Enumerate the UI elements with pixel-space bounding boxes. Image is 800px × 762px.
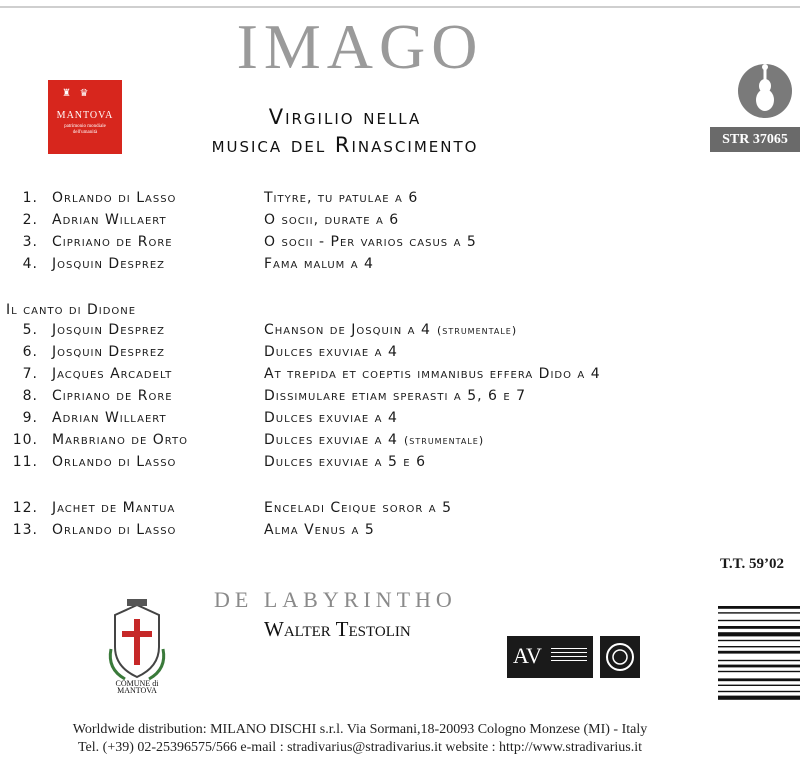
track-work: O socii, durate a 6 bbox=[264, 212, 400, 228]
barcode bbox=[718, 604, 800, 762]
track-composer: Josquin Desprez bbox=[52, 322, 166, 338]
track-number: 4. bbox=[22, 256, 38, 272]
track-composer: Adrian Willaert bbox=[52, 410, 167, 426]
catalog-number: STR 37065 bbox=[710, 127, 800, 152]
track-composer: Josquin Desprez bbox=[52, 344, 166, 360]
footer-contacts: Tel. (+39) 02-25396575/566 e-mail : stradivarius@stradivarius.it website : http://www.stradivarius.it bbox=[77, 740, 643, 755]
track-number: 5. bbox=[22, 322, 38, 338]
track-row bbox=[0, 500, 800, 520]
track-number: 13. bbox=[12, 522, 38, 538]
track-row bbox=[0, 388, 800, 408]
track-row bbox=[0, 234, 800, 254]
track-row bbox=[0, 322, 800, 342]
track-work: Dissimulare etiam sperasti a 5, 6 e 7 bbox=[264, 388, 527, 404]
comune-di-mantova-crest bbox=[105, 597, 169, 693]
album-title: IMAGO bbox=[236, 11, 484, 82]
track-row bbox=[0, 454, 800, 474]
track-number: 12. bbox=[12, 500, 38, 516]
track-note: (strumentale) bbox=[404, 434, 485, 447]
track-composer: Cipriano de Rore bbox=[52, 388, 173, 404]
section-heading: Il canto di Didone bbox=[6, 302, 137, 318]
track-row bbox=[0, 190, 800, 210]
track-number: 8. bbox=[22, 388, 38, 404]
seal-logo bbox=[600, 636, 640, 678]
track-number: 7. bbox=[22, 366, 38, 382]
track-composer: Orlando di Lasso bbox=[52, 454, 177, 470]
total-time: T.T. 59’02 bbox=[720, 556, 785, 572]
track-composer: Jachet de Mantua bbox=[52, 500, 176, 516]
footer-distribution: Worldwide distribution: MILANO DISCHI s.r.l. Via Sormani,18-20093 Cologno Monzese (MI) - Italy bbox=[72, 722, 648, 737]
track-row bbox=[0, 344, 800, 364]
violin-icon bbox=[738, 60, 792, 122]
track-composer: Orlando di Lasso bbox=[52, 190, 177, 206]
track-composer: Orlando di Lasso bbox=[52, 522, 177, 538]
album-subtitle-line2: musica del Rinascimento bbox=[211, 133, 479, 157]
track-number: 11. bbox=[12, 454, 38, 470]
mantova-logo-name: MANTOVA bbox=[56, 110, 114, 121]
track-work: Dulces exuviae a 4 bbox=[264, 432, 398, 448]
track-row bbox=[0, 212, 800, 232]
track-number: 3. bbox=[22, 234, 38, 250]
track-number: 1. bbox=[22, 190, 38, 206]
track-composer: Josquin Desprez bbox=[52, 256, 166, 272]
av-logo-text: AV bbox=[513, 643, 542, 668]
director-name: Walter Testolin bbox=[264, 617, 411, 641]
track-number: 2. bbox=[22, 212, 38, 228]
track-note: (strumentale) bbox=[437, 324, 518, 337]
track-number: 10. bbox=[12, 432, 38, 448]
track-work: Chanson de Josquin a 4 bbox=[264, 322, 431, 338]
av-logo-small-text bbox=[551, 646, 587, 661]
track-work: Fama malum a 4 bbox=[264, 256, 374, 272]
track-composer: Jacques Arcadelt bbox=[52, 366, 173, 382]
track-number: 9. bbox=[22, 410, 38, 426]
track-work: Alma Venus a 5 bbox=[264, 522, 375, 538]
ensemble-name: DE LABYRINTHO bbox=[214, 587, 457, 612]
mantova-logo-tagline: patrimonio mondiale dell'umanità bbox=[64, 124, 106, 135]
track-composer: Marbriano de Orto bbox=[52, 432, 188, 448]
track-work: Dulces exuviae a 4 bbox=[264, 344, 398, 360]
album-subtitle-line1: Virgilio nella bbox=[268, 105, 422, 129]
track-number: 6. bbox=[22, 344, 38, 360]
comune-label-1: COMUNE di bbox=[115, 679, 159, 688]
track-work: At trepida et coeptis immanibus effera Dido a 4 bbox=[264, 366, 601, 382]
crest-icons: ♜ ♛ bbox=[62, 88, 92, 99]
track-work: O socii - Per varios casus a 5 bbox=[264, 234, 477, 250]
track-row bbox=[0, 410, 800, 430]
track-row bbox=[0, 256, 800, 276]
track-composer: Adrian Willaert bbox=[52, 212, 167, 228]
track-row bbox=[0, 366, 800, 386]
track-work: Tityre, tu patulae a 6 bbox=[264, 190, 419, 206]
comune-label-2: MANTOVA bbox=[117, 686, 157, 693]
track-work: Enceladi Ceique soror a 5 bbox=[264, 500, 453, 516]
track-work: Dulces exuviae a 5 e 6 bbox=[264, 454, 426, 470]
track-composer: Cipriano de Rore bbox=[52, 234, 173, 250]
mantova-unesco-logo bbox=[48, 80, 122, 154]
av-logo bbox=[507, 636, 593, 678]
track-row bbox=[0, 522, 800, 542]
track-work: Dulces exuviae a 4 bbox=[264, 410, 398, 426]
track-row bbox=[0, 432, 800, 452]
top-rule bbox=[0, 6, 800, 8]
